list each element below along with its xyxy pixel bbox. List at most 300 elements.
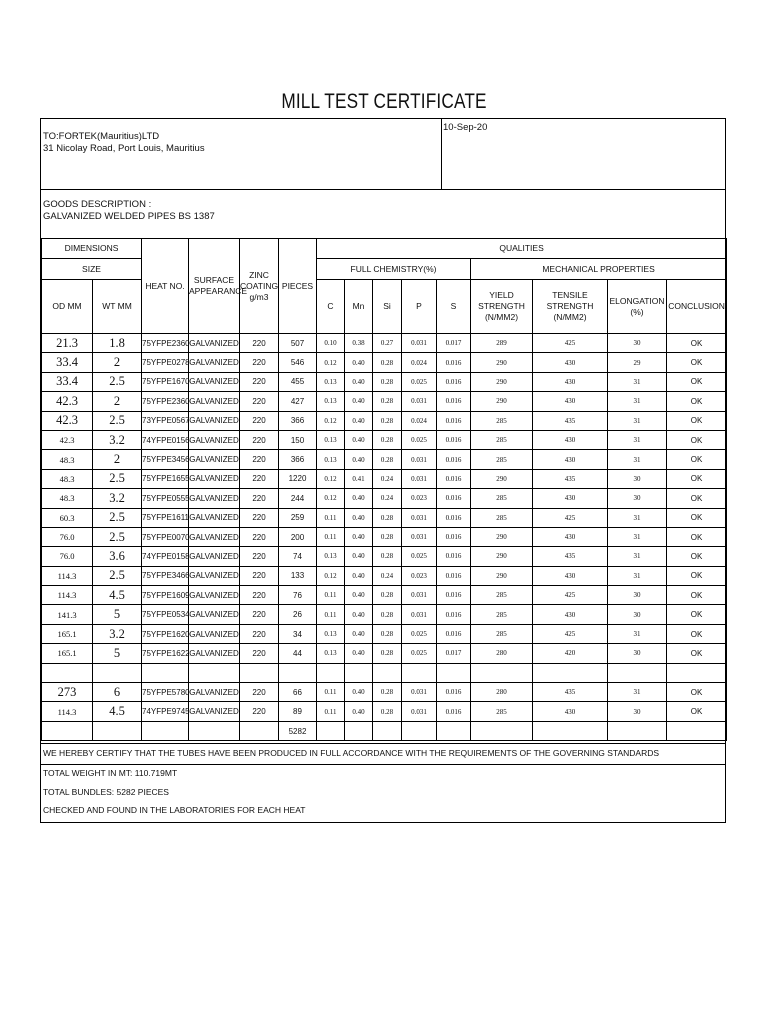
od-cell: 48.3 <box>42 469 93 488</box>
tensile-cell: 425 <box>533 334 608 353</box>
header-mechanical: MECHANICAL PROPERTIES <box>471 259 727 280</box>
zinc-cell: 220 <box>240 527 279 546</box>
si-cell: 0.24 <box>373 566 402 585</box>
header-surface: SURFACE APPEARANCE <box>189 239 240 334</box>
surface-cell: GALVANIZED <box>189 644 240 663</box>
s-cell: 0.016 <box>437 683 471 702</box>
surface-cell: GALVANIZED <box>189 586 240 605</box>
surface-cell <box>189 663 240 682</box>
p-cell: 0.031 <box>402 334 437 353</box>
wt-cell: 3.6 <box>93 547 142 566</box>
pieces-cell: 44 <box>279 644 317 663</box>
yield-cell: 285 <box>471 450 533 469</box>
si-cell: 0.27 <box>373 334 402 353</box>
table-header <box>42 239 727 334</box>
s-cell: 0.016 <box>437 469 471 488</box>
wt-cell: 5 <box>93 605 142 624</box>
od-cell: 165.1 <box>42 624 93 643</box>
tensile-cell: 430 <box>533 702 608 721</box>
yield-cell: 290 <box>471 527 533 546</box>
date-divider <box>441 119 442 189</box>
table-row <box>42 547 727 566</box>
conclusion-cell: OK <box>667 334 727 353</box>
s-cell: 0.016 <box>437 566 471 585</box>
s-cell: 0.016 <box>437 702 471 721</box>
zinc-cell: 220 <box>240 702 279 721</box>
elongation-cell: 30 <box>608 605 667 624</box>
table-row <box>42 392 727 411</box>
table-row <box>42 527 727 546</box>
elongation-cell: 30 <box>608 334 667 353</box>
mn-cell: 0.40 <box>345 353 373 372</box>
heat-no-cell: 75YFPE3456 <box>142 450 189 469</box>
mn-cell: 0.40 <box>345 547 373 566</box>
pieces-cell: 546 <box>279 353 317 372</box>
od-cell: 42.3 <box>42 411 93 430</box>
tensile-cell: 425 <box>533 624 608 643</box>
goods-value: GALVANIZED WELDED PIPES BS 1387 <box>43 211 215 222</box>
od-cell: 33.4 <box>42 372 93 391</box>
header-chemistry: FULL CHEMISTRY(%) <box>317 259 471 280</box>
od-cell: 48.3 <box>42 450 93 469</box>
surface-cell: GALVANIZED <box>189 469 240 488</box>
tensile-cell: 430 <box>533 372 608 391</box>
pieces-cell: 259 <box>279 508 317 527</box>
surface-cell: GALVANIZED <box>189 411 240 430</box>
c-cell: 0.11 <box>317 605 345 624</box>
surface-cell: GALVANIZED <box>189 392 240 411</box>
pieces-cell: 244 <box>279 489 317 508</box>
surface-cell: GALVANIZED <box>189 334 240 353</box>
heat-no-cell: 74YFPE9745 <box>142 702 189 721</box>
p-cell: 0.025 <box>402 430 437 449</box>
empty-cell <box>608 721 667 740</box>
si-cell: 0.28 <box>373 508 402 527</box>
p-cell: 0.025 <box>402 372 437 391</box>
table-row <box>42 469 727 488</box>
tensile-cell: 430 <box>533 353 608 372</box>
surface-cell: GALVANIZED <box>189 430 240 449</box>
pieces-cell: 26 <box>279 605 317 624</box>
empty-cell <box>471 721 533 740</box>
s-cell <box>437 663 471 682</box>
wt-cell: 5 <box>93 644 142 663</box>
yield-cell: 285 <box>471 586 533 605</box>
conclusion-cell: OK <box>667 527 727 546</box>
s-cell: 0.016 <box>437 624 471 643</box>
tensile-cell: 430 <box>533 392 608 411</box>
mn-cell: 0.40 <box>345 644 373 663</box>
table-row <box>42 644 727 663</box>
checked-note: CHECKED AND FOUND IN THE LABORATORIES FOR EACH HEAT <box>43 805 306 815</box>
elongation-cell: 30 <box>608 586 667 605</box>
surface-cell: GALVANIZED <box>189 624 240 643</box>
empty-cell <box>93 721 142 740</box>
s-cell: 0.016 <box>437 489 471 508</box>
header-p: P <box>402 280 437 334</box>
mn-cell: 0.40 <box>345 566 373 585</box>
table-row <box>42 566 727 585</box>
tensile-cell: 435 <box>533 683 608 702</box>
yield-cell: 280 <box>471 644 533 663</box>
p-cell: 0.031 <box>402 508 437 527</box>
conclusion-cell: OK <box>667 566 727 585</box>
p-cell <box>402 663 437 682</box>
yield-cell: 290 <box>471 547 533 566</box>
wt-cell: 2.5 <box>93 411 142 430</box>
pieces-cell: 1220 <box>279 469 317 488</box>
yield-cell: 290 <box>471 353 533 372</box>
wt-cell: 3.2 <box>93 624 142 643</box>
tensile-cell: 435 <box>533 469 608 488</box>
heat-no-cell: 75YFPE0555 <box>142 489 189 508</box>
mn-cell: 0.40 <box>345 450 373 469</box>
c-cell: 0.12 <box>317 353 345 372</box>
tensile-cell: 425 <box>533 508 608 527</box>
od-cell: 76.0 <box>42 547 93 566</box>
od-cell: 42.3 <box>42 430 93 449</box>
pieces-cell: 66 <box>279 683 317 702</box>
elongation-cell: 31 <box>608 411 667 430</box>
heat-no-cell: 74YFPE0156 <box>142 430 189 449</box>
heat-no-cell: 75YFPE1609 <box>142 586 189 605</box>
mn-cell: 0.40 <box>345 527 373 546</box>
elongation-cell: 31 <box>608 392 667 411</box>
heat-no-cell: 75YFPE3466 <box>142 566 189 585</box>
zinc-cell: 220 <box>240 624 279 643</box>
header-size: SIZE <box>42 259 142 280</box>
si-cell <box>373 663 402 682</box>
conclusion-cell: OK <box>667 702 727 721</box>
zinc-cell: 220 <box>240 566 279 585</box>
od-cell: 273 <box>42 683 93 702</box>
header-wt: WT MM <box>93 280 142 334</box>
tensile-cell <box>533 663 608 682</box>
heat-no-cell <box>142 663 189 682</box>
zinc-cell: 220 <box>240 469 279 488</box>
yield-cell: 290 <box>471 469 533 488</box>
pieces-cell: 89 <box>279 702 317 721</box>
elongation-cell: 31 <box>608 527 667 546</box>
total-weight: TOTAL WEIGHT IN MT: 110.719MT <box>43 768 178 778</box>
mn-cell: 0.40 <box>345 702 373 721</box>
s-cell: 0.016 <box>437 508 471 527</box>
c-cell <box>317 663 345 682</box>
yield-cell: 285 <box>471 624 533 643</box>
pieces-cell <box>279 663 317 682</box>
heat-no-cell: 75YFPE0278 <box>142 353 189 372</box>
wt-cell: 2.5 <box>93 566 142 585</box>
yield-cell: 290 <box>471 372 533 391</box>
empty-cell <box>345 721 373 740</box>
header-zinc: ZINC COATING g/m3 <box>240 239 279 334</box>
conclusion-cell: OK <box>667 489 727 508</box>
elongation-cell: 30 <box>608 489 667 508</box>
elongation-cell: 29 <box>608 353 667 372</box>
conclusion-cell: OK <box>667 547 727 566</box>
total-pieces: 5282 <box>279 721 317 740</box>
wt-cell: 3.2 <box>93 489 142 508</box>
conclusion-cell <box>667 663 727 682</box>
zinc-cell: 220 <box>240 450 279 469</box>
table-row <box>42 334 727 353</box>
table-row <box>42 508 727 527</box>
tensile-cell: 435 <box>533 547 608 566</box>
s-cell: 0.016 <box>437 392 471 411</box>
mn-cell <box>345 663 373 682</box>
s-cell: 0.016 <box>437 586 471 605</box>
conclusion-cell: OK <box>667 508 727 527</box>
si-cell: 0.28 <box>373 392 402 411</box>
table-body <box>42 334 727 741</box>
pieces-cell: 133 <box>279 566 317 585</box>
elongation-cell: 31 <box>608 430 667 449</box>
table-row <box>42 683 727 702</box>
table-row <box>42 702 727 721</box>
heat-no-cell: 75YFPE1655 <box>142 469 189 488</box>
c-cell: 0.11 <box>317 702 345 721</box>
s-cell: 0.017 <box>437 334 471 353</box>
wt-cell: 2.5 <box>93 469 142 488</box>
p-cell: 0.031 <box>402 683 437 702</box>
pieces-cell: 200 <box>279 527 317 546</box>
header-s: S <box>437 280 471 334</box>
table-row <box>42 430 727 449</box>
c-cell: 0.11 <box>317 527 345 546</box>
yield-cell: 285 <box>471 430 533 449</box>
si-cell: 0.28 <box>373 605 402 624</box>
p-cell: 0.023 <box>402 489 437 508</box>
s-cell: 0.016 <box>437 450 471 469</box>
tensile-cell: 430 <box>533 430 608 449</box>
heat-no-cell: 75YFPE2360 <box>142 334 189 353</box>
od-cell: 165.1 <box>42 644 93 663</box>
elongation-cell: 31 <box>608 683 667 702</box>
c-cell: 0.10 <box>317 334 345 353</box>
conclusion-cell: OK <box>667 411 727 430</box>
empty-cell <box>402 721 437 740</box>
conclusion-cell: OK <box>667 430 727 449</box>
test-results-table <box>41 238 727 741</box>
si-cell: 0.28 <box>373 586 402 605</box>
p-cell: 0.031 <box>402 586 437 605</box>
header-yield: YIELD STRENGTH (N/MM2) <box>471 280 533 334</box>
tensile-cell: 435 <box>533 411 608 430</box>
c-cell: 0.11 <box>317 683 345 702</box>
yield-cell: 280 <box>471 683 533 702</box>
total-bundles: TOTAL BUNDLES: 5282 PIECES <box>43 787 169 797</box>
s-cell: 0.016 <box>437 372 471 391</box>
mn-cell: 0.40 <box>345 605 373 624</box>
c-cell: 0.12 <box>317 411 345 430</box>
surface-cell: GALVANIZED <box>189 353 240 372</box>
wt-cell: 2 <box>93 353 142 372</box>
si-cell: 0.28 <box>373 353 402 372</box>
s-cell: 0.016 <box>437 353 471 372</box>
pieces-cell: 76 <box>279 586 317 605</box>
od-cell: 21.3 <box>42 334 93 353</box>
empty-cell <box>373 721 402 740</box>
yield-cell: 290 <box>471 566 533 585</box>
heat-no-cell: 75YFPE2360 <box>142 392 189 411</box>
heat-no-cell: 75YFPE5780 <box>142 683 189 702</box>
si-cell: 0.28 <box>373 411 402 430</box>
p-cell: 0.024 <box>402 353 437 372</box>
surface-cell: GALVANIZED <box>189 527 240 546</box>
elongation-cell: 31 <box>608 547 667 566</box>
od-cell: 114.3 <box>42 702 93 721</box>
empty-cell <box>189 721 240 740</box>
empty-cell <box>240 721 279 740</box>
zinc-cell: 220 <box>240 430 279 449</box>
recipient-address: 31 Nicolay Road, Port Louis, Mauritius <box>43 143 205 154</box>
certificate-date: 10-Sep-20 <box>443 122 488 133</box>
wt-cell: 1.8 <box>93 334 142 353</box>
surface-cell: GALVANIZED <box>189 508 240 527</box>
c-cell: 0.11 <box>317 586 345 605</box>
surface-cell: GALVANIZED <box>189 547 240 566</box>
conclusion-cell: OK <box>667 353 727 372</box>
zinc-cell: 220 <box>240 605 279 624</box>
zinc-cell: 220 <box>240 334 279 353</box>
si-cell: 0.28 <box>373 624 402 643</box>
surface-cell: GALVANIZED <box>189 605 240 624</box>
c-cell: 0.13 <box>317 624 345 643</box>
s-cell: 0.017 <box>437 644 471 663</box>
header-elongation: ELONGATION (%) <box>608 280 667 334</box>
tensile-cell: 425 <box>533 586 608 605</box>
yield-cell: 285 <box>471 508 533 527</box>
zinc-cell: 220 <box>240 411 279 430</box>
yield-cell: 285 <box>471 702 533 721</box>
address-block <box>41 119 725 190</box>
mn-cell: 0.40 <box>345 508 373 527</box>
pieces-cell: 427 <box>279 392 317 411</box>
s-cell: 0.016 <box>437 527 471 546</box>
s-cell: 0.016 <box>437 605 471 624</box>
p-cell: 0.031 <box>402 392 437 411</box>
empty-cell <box>667 721 727 740</box>
zinc-cell: 220 <box>240 508 279 527</box>
si-cell: 0.24 <box>373 489 402 508</box>
wt-cell: 2.5 <box>93 527 142 546</box>
zinc-cell: 220 <box>240 547 279 566</box>
conclusion-cell: OK <box>667 605 727 624</box>
footer-block <box>41 764 725 823</box>
od-cell: 48.3 <box>42 489 93 508</box>
si-cell: 0.28 <box>373 450 402 469</box>
mn-cell: 0.40 <box>345 683 373 702</box>
mn-cell: 0.40 <box>345 392 373 411</box>
header-conclusion: CONCLUSION <box>667 280 727 334</box>
elongation-cell: 30 <box>608 644 667 663</box>
tensile-cell: 430 <box>533 527 608 546</box>
elongation-cell: 31 <box>608 372 667 391</box>
pieces-cell: 507 <box>279 334 317 353</box>
od-cell: 42.3 <box>42 392 93 411</box>
table-row <box>42 489 727 508</box>
table-row <box>42 605 727 624</box>
p-cell: 0.025 <box>402 644 437 663</box>
heat-no-cell: 75YFPE1611 <box>142 508 189 527</box>
pieces-cell: 455 <box>279 372 317 391</box>
p-cell: 0.025 <box>402 624 437 643</box>
zinc-cell: 220 <box>240 586 279 605</box>
yield-cell: 285 <box>471 489 533 508</box>
p-cell: 0.031 <box>402 450 437 469</box>
empty-cell <box>42 721 93 740</box>
wt-cell: 2 <box>93 392 142 411</box>
pieces-cell: 74 <box>279 547 317 566</box>
yield-cell: 285 <box>471 605 533 624</box>
zinc-cell: 220 <box>240 392 279 411</box>
table-row <box>42 624 727 643</box>
elongation-cell: 30 <box>608 702 667 721</box>
od-cell: 33.4 <box>42 353 93 372</box>
conclusion-cell: OK <box>667 683 727 702</box>
elongation-cell: 31 <box>608 450 667 469</box>
conclusion-cell: OK <box>667 372 727 391</box>
si-cell: 0.28 <box>373 683 402 702</box>
p-cell: 0.023 <box>402 566 437 585</box>
wt-cell: 4.5 <box>93 586 142 605</box>
mn-cell: 0.40 <box>345 411 373 430</box>
si-cell: 0.28 <box>373 430 402 449</box>
elongation-cell: 31 <box>608 566 667 585</box>
elongation-cell <box>608 663 667 682</box>
certify-text: WE HEREBY CERTIFY THAT THE TUBES HAVE BEEN PRODUCED IN FULL ACCORDANCE WITH THE REQUIREMENTS OF THE GOVERNING STANDARDS <box>43 748 660 758</box>
heat-no-cell: 75YFPE0534 <box>142 605 189 624</box>
header-od: OD MM <box>42 280 93 334</box>
tensile-cell: 420 <box>533 644 608 663</box>
si-cell: 0.28 <box>373 644 402 663</box>
zinc-cell: 220 <box>240 489 279 508</box>
mn-cell: 0.41 <box>345 469 373 488</box>
zinc-cell: 220 <box>240 353 279 372</box>
yield-cell: 285 <box>471 411 533 430</box>
heat-no-cell: 75YFPE1670 <box>142 372 189 391</box>
heat-no-cell: 75YFPE1620 <box>142 624 189 643</box>
p-cell: 0.031 <box>402 702 437 721</box>
surface-cell: GALVANIZED <box>189 566 240 585</box>
wt-cell: 2.5 <box>93 508 142 527</box>
table-row <box>42 411 727 430</box>
wt-cell: 2.5 <box>93 372 142 391</box>
si-cell: 0.28 <box>373 372 402 391</box>
p-cell: 0.031 <box>402 605 437 624</box>
wt-cell: 6 <box>93 683 142 702</box>
od-cell <box>42 663 93 682</box>
goods-label: GOODS DESCRIPTION : <box>43 199 152 210</box>
od-cell: 114.3 <box>42 586 93 605</box>
s-cell: 0.016 <box>437 411 471 430</box>
table-row <box>42 450 727 469</box>
mn-cell: 0.40 <box>345 430 373 449</box>
table-row <box>42 663 727 682</box>
elongation-cell: 31 <box>608 624 667 643</box>
conclusion-cell: OK <box>667 392 727 411</box>
pieces-cell: 34 <box>279 624 317 643</box>
c-cell: 0.13 <box>317 392 345 411</box>
mn-cell: 0.38 <box>345 334 373 353</box>
total-row <box>42 721 727 740</box>
p-cell: 0.024 <box>402 411 437 430</box>
wt-cell: 3.2 <box>93 430 142 449</box>
od-cell: 60.3 <box>42 508 93 527</box>
certificate-sheet <box>40 118 726 823</box>
si-cell: 0.28 <box>373 527 402 546</box>
si-cell: 0.28 <box>373 702 402 721</box>
